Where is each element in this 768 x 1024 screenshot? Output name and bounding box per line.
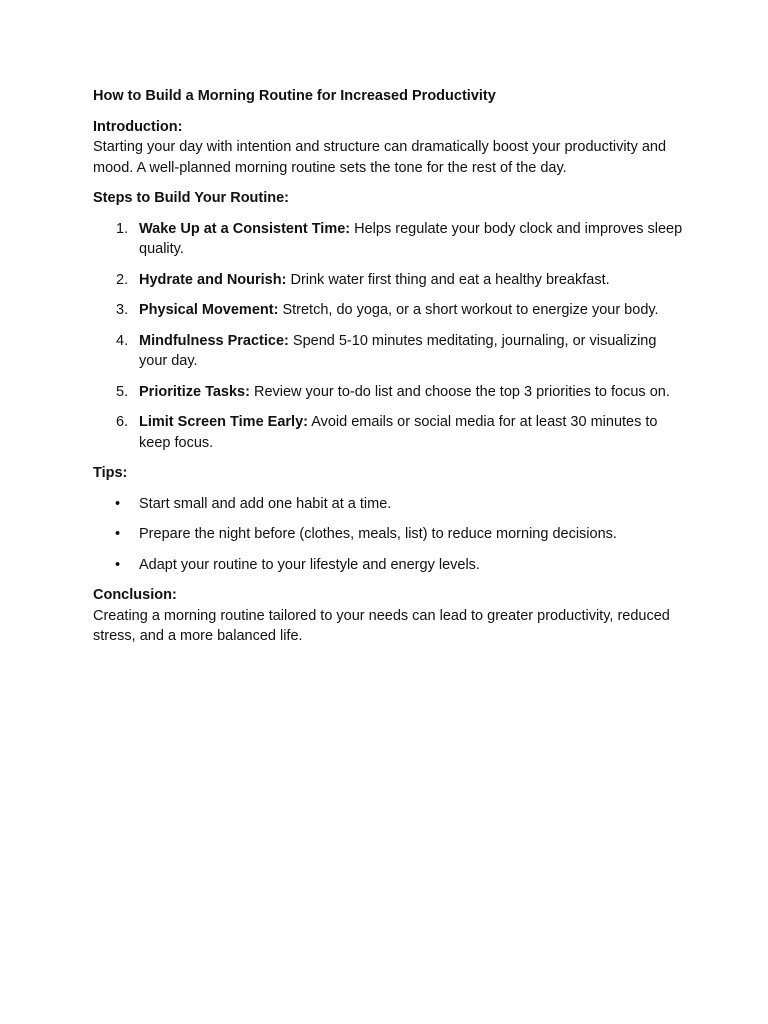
step-number: 2. — [116, 271, 129, 288]
document-title: How to Build a Morning Routine for Increased Productivity — [93, 88, 496, 104]
step-number: 4. — [116, 332, 129, 349]
tip-text: Adapt your routine to your lifestyle and energy levels. — [139, 556, 480, 573]
list-item — [93, 219, 688, 260]
step-text: Review your to-do list and choose the top 3 priorities to focus on. — [249, 383, 670, 400]
list-item — [93, 524, 688, 545]
step-number: 6. — [116, 414, 129, 430]
step-label: Mindfulness Practice: — [139, 332, 289, 349]
list-item — [93, 331, 688, 372]
step-label: Physical Movement: — [139, 302, 279, 318]
list-item — [93, 382, 688, 403]
list-item — [93, 494, 688, 515]
step-text: Helps regulate your body clock and improves sleep quality. — [139, 220, 683, 257]
bullet-icon: • — [115, 526, 121, 542]
list-item — [93, 300, 688, 321]
step-text: Drink water first thing and eat a healthy breakfast. — [286, 271, 610, 288]
conclusion-heading: Conclusion: — [93, 587, 177, 603]
introduction-heading: Introduction: — [93, 118, 183, 135]
list-item — [93, 412, 688, 453]
step-number: 5. — [116, 383, 129, 400]
step-text: Spend 5-10 minutes meditating, journaling, or visualizing your day. — [139, 332, 657, 369]
conclusion-text: Creating a morning routine tailored to your needs can lead to greater productivity, reduced stress, and a more balanced life. — [93, 607, 670, 644]
tip-text: Prepare the night before (clothes, meals, list) to reduce morning decisions. — [139, 526, 617, 542]
step-label: Hydrate and Nourish: — [139, 271, 287, 288]
steps-list — [93, 219, 688, 454]
step-label: Prioritize Tasks: — [139, 383, 250, 400]
tips-heading: Tips: — [93, 465, 128, 481]
step-text: Avoid emails or social media for at least 30 minutes to keep focus. — [139, 414, 658, 451]
bullet-icon: • — [115, 495, 121, 512]
step-label: Wake Up at a Consistent Time: — [139, 220, 351, 237]
step-label: Limit Screen Time Early: — [139, 414, 308, 430]
introduction-text: Starting your day with intention and structure can dramatically boost your productivity and mood. A well-planned morning routine sets the tone for the rest of the day. — [93, 139, 667, 176]
tips-list — [93, 494, 688, 576]
tip-text: Start small and add one habit at a time. — [139, 495, 392, 512]
step-text: Stretch, do yoga, or a short workout to energize your body. — [278, 302, 659, 318]
list-item — [93, 270, 688, 291]
step-number: 1. — [116, 220, 129, 237]
steps-heading: Steps to Build Your Routine: — [93, 190, 290, 206]
bullet-icon: • — [115, 556, 121, 573]
list-item — [93, 555, 688, 576]
step-number: 3. — [116, 302, 129, 318]
